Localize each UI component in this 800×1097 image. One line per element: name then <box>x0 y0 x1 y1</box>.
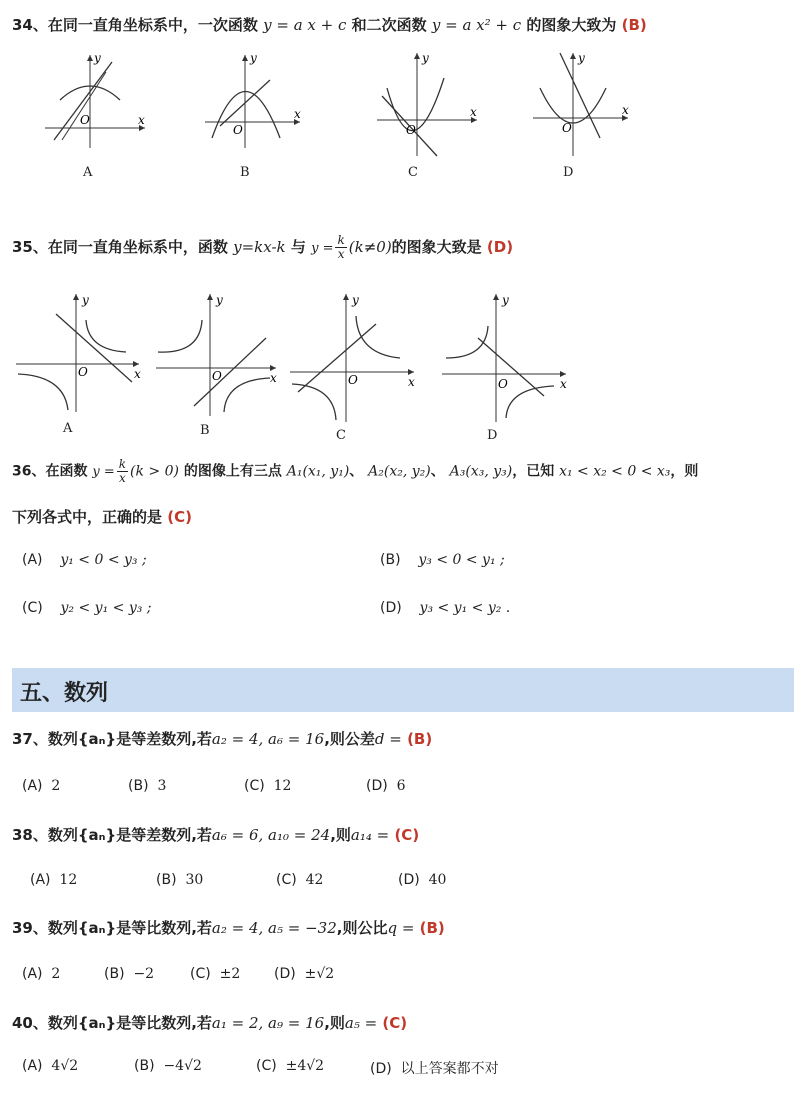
q36-text-d: ，则 <box>670 463 699 480</box>
q39-option-a <box>22 966 60 982</box>
q39-answer: (B) <box>419 919 445 937</box>
q38-stem <box>12 824 419 845</box>
q36-text-a: 在函数 <box>45 463 88 480</box>
q36-sep-1: 、 <box>349 463 364 480</box>
option-label: (C) <box>244 778 265 794</box>
line <box>194 338 266 406</box>
option-value: 42 <box>305 872 324 888</box>
option-label: (A) <box>22 966 43 982</box>
q34-label-c: C <box>408 165 418 180</box>
q38-option-a <box>30 872 77 888</box>
q35-graph-b <box>154 292 279 417</box>
option-value: 2 <box>51 778 61 794</box>
option-label: (A) <box>30 872 51 888</box>
option-value: ±4√2 <box>285 1058 325 1074</box>
q40-text: 数列{aₙ}是等比数列,若 <box>47 1014 212 1032</box>
x-label: x <box>470 105 477 119</box>
q36-cond: (k > 0) <box>130 463 179 480</box>
option-label: (B) <box>134 1058 155 1074</box>
q36-point-1: A₁(x₁, y₁) <box>286 463 350 480</box>
option-value: 以上答案都不对 <box>400 1061 499 1077</box>
option-label: (B) <box>380 552 401 568</box>
option-value: −4√2 <box>163 1058 202 1074</box>
q34-text-c: 的图象大致为 <box>526 16 617 34</box>
q36-text-b: 的图像上有三点 <box>183 463 282 480</box>
q36-sep-2: 、 <box>430 463 445 480</box>
q35-text-a: 在同一直角坐标系中，函数 <box>47 238 228 256</box>
option-value: 6 <box>396 778 406 794</box>
q37-tail: d = <box>374 730 402 748</box>
q36-option-d <box>380 600 510 616</box>
y-label: y <box>502 293 509 307</box>
origin-label: O <box>233 123 243 137</box>
q40-option-b <box>134 1058 202 1074</box>
section-banner <box>12 668 794 712</box>
option-value: y₃ < 0 < y₁ ; <box>418 552 505 568</box>
origin-label: O <box>80 113 90 127</box>
x-label: x <box>134 367 141 381</box>
q36-number: 36、 <box>12 463 46 480</box>
q34-stem <box>12 14 647 35</box>
option-label: (C) <box>256 1058 277 1074</box>
q37-option-b <box>128 778 166 794</box>
q36-text-c: ，已知 <box>512 463 555 480</box>
x-label: x <box>294 107 301 121</box>
q37-cond: a₂ = 4, a₆ = 16 <box>211 730 325 748</box>
option-label: (D) <box>398 872 420 888</box>
origin-label: O <box>498 377 508 391</box>
q38-answer: (C) <box>394 826 420 844</box>
q37-option-d <box>366 778 406 794</box>
q40-answer: (C) <box>382 1014 408 1032</box>
q35-graph-c <box>288 292 418 424</box>
q35-text-b: 与 <box>290 238 306 256</box>
q35-number: 35、 <box>12 238 48 256</box>
q34-graph-b <box>200 50 310 150</box>
q34-graph-c <box>372 48 492 158</box>
option-label: (D) <box>370 1061 392 1077</box>
q37-number: 37、 <box>12 730 48 748</box>
q36-answer: (C) <box>167 508 192 526</box>
q40-option-a <box>22 1058 78 1074</box>
q35-answer: (D) <box>486 238 514 256</box>
option-label: (D) <box>274 966 296 982</box>
y-label: y <box>250 51 257 65</box>
q36-option-b <box>380 552 505 568</box>
q36-option-a <box>22 552 147 568</box>
q37-text: 数列{aₙ}是等差数列,若 <box>47 730 212 748</box>
q38-text-b: ,则 <box>330 826 351 844</box>
q39-cond: a₂ = 4, a₅ = −32 <box>211 919 337 937</box>
q35-label-b: B <box>200 423 210 438</box>
q38-option-c <box>276 872 323 888</box>
x-label: x <box>560 377 567 391</box>
q36-option-c <box>22 600 152 616</box>
option-label: (B) <box>156 872 177 888</box>
q34-label-d: D <box>563 165 574 180</box>
option-label: (A) <box>22 1058 43 1074</box>
option-value: 12 <box>59 872 78 888</box>
x-label: x <box>270 371 277 385</box>
q34-text-b: 和二次函数 <box>351 16 427 34</box>
q35-formula1: y=kx-k <box>233 238 286 256</box>
q40-stem <box>12 1012 407 1033</box>
option-value: y₂ < y₁ < y₃ ; <box>60 600 152 616</box>
option-value: 2 <box>51 966 61 982</box>
q40-option-d <box>370 1058 499 1078</box>
q34-graph-a <box>40 50 150 150</box>
parabola <box>212 92 280 139</box>
y-label: y <box>578 51 585 65</box>
hyperbola-branch-2 <box>292 384 336 420</box>
q39-option-c <box>190 966 240 982</box>
q37-text-b: ,则公差 <box>324 730 375 748</box>
hyperbola-branch-1 <box>356 316 400 358</box>
hyperbola-branch-2 <box>506 386 554 418</box>
q39-option-d <box>274 966 334 982</box>
q35-frac-den: x <box>337 247 345 261</box>
q36-inequality: x₁ < x₂ < 0 < x₃ <box>559 463 671 480</box>
q35-graph-d <box>440 292 572 424</box>
q39-number: 39、 <box>12 919 48 937</box>
origin-label: O <box>562 121 572 135</box>
q39-tail: q = <box>387 919 415 937</box>
q36-stem-line2 <box>12 506 192 527</box>
q39-stem <box>12 917 445 938</box>
q38-cond: a₆ = 6, a₁₀ = 24 <box>211 826 331 844</box>
option-value: 12 <box>273 778 292 794</box>
q40-tail: a₅ = <box>344 1014 378 1032</box>
q37-option-a <box>22 778 60 794</box>
option-label: (A) <box>22 778 43 794</box>
line <box>56 314 132 382</box>
q36-stem-line1: 36、在函数 y = $\frac{k}{x}$ (k > 0) 的图像上有三点 A₁(x₁, y₁)、 A₂(x₂, y₂)、 A₃(x₃, y₃)，已知 x₁ < x₂ < 0 < x₃，则 <box>12 457 699 485</box>
q38-tail: a₁₄ = <box>350 826 390 844</box>
x-label: x <box>408 375 415 389</box>
q35-label-d: D <box>487 428 498 443</box>
option-label: (B) <box>104 966 125 982</box>
option-value: y₁ < 0 < y₃ ; <box>60 552 147 568</box>
hyperbola-branch-1 <box>86 320 126 352</box>
y-label: y <box>422 51 429 65</box>
option-label: (A) <box>22 552 43 568</box>
q35-frac-num: k <box>337 233 345 247</box>
q35-label-c: C <box>336 428 346 443</box>
q36-frac-num: k <box>118 457 127 471</box>
y-label: y <box>82 293 89 307</box>
q35-stem: 35、在同一直角坐标系中，函数 y=kx-k 与 y = $\frac{k}{x}$ (k≠0)的图象大致是 (D) <box>12 233 514 261</box>
y-label: y <box>94 51 101 65</box>
q34-graph-d <box>528 48 638 158</box>
q39-text: 数列{aₙ}是等比数列,若 <box>47 919 212 937</box>
x-label: x <box>138 113 145 127</box>
option-value: ±2 <box>219 966 241 982</box>
option-label: (C) <box>190 966 211 982</box>
x-label: x <box>622 103 629 117</box>
q35-fraction <box>335 234 346 261</box>
option-value: ±√2 <box>304 966 335 982</box>
origin-label: O <box>78 365 88 379</box>
q36-line2: 下列各式中，正确的是 <box>12 508 163 526</box>
hyperbola-branch-2 <box>224 378 270 412</box>
option-value: 3 <box>157 778 167 794</box>
q37-stem <box>12 728 432 749</box>
option-value: y₃ < y₁ < y₂ . <box>419 600 511 616</box>
option-label: (C) <box>22 600 43 616</box>
section-title: 五、数列 <box>20 680 109 706</box>
option-value: 4√2 <box>51 1058 79 1074</box>
option-value: −2 <box>133 966 155 982</box>
hyperbola-branch-1 <box>158 320 202 352</box>
line <box>478 338 544 396</box>
q40-text-b: ,则 <box>324 1014 345 1032</box>
q34-answer: (B) <box>621 16 647 34</box>
q38-number: 38、 <box>12 826 48 844</box>
option-value: 30 <box>185 872 204 888</box>
option-value: 40 <box>428 872 447 888</box>
q34-label-a: A <box>83 165 93 180</box>
hyperbola-branch-2 <box>18 374 68 410</box>
q34-label-b: B <box>240 165 250 180</box>
q36-point-2: A₂(x₂, y₂) <box>368 463 431 480</box>
q34-formula2: y = a x² + c <box>431 16 522 34</box>
q40-option-c <box>256 1058 324 1074</box>
q38-text: 数列{aₙ}是等差数列,若 <box>47 826 212 844</box>
q36-fraction <box>117 458 128 485</box>
y-label: y <box>352 293 359 307</box>
option-label: (D) <box>380 600 402 616</box>
q35-graph-a <box>14 292 146 414</box>
q35-text-c: 的图象大致是 <box>391 238 482 256</box>
q36-point-3: A₃(x₃, y₃) <box>449 463 513 480</box>
line <box>298 324 376 392</box>
option-label: (B) <box>128 778 149 794</box>
origin-label: O <box>212 369 222 383</box>
q38-option-d <box>398 872 446 888</box>
q35-cond: (k≠0) <box>348 238 392 256</box>
q36-frac-den: x <box>118 471 126 485</box>
q37-option-c <box>244 778 291 794</box>
q34-number: 34、 <box>12 16 48 34</box>
q39-text-b: ,则公比 <box>336 919 388 937</box>
q37-answer: (B) <box>407 730 433 748</box>
origin-label: O <box>406 123 416 137</box>
option-label: (D) <box>366 778 388 794</box>
q35-label-a: A <box>63 421 73 436</box>
origin-label: O <box>348 373 358 387</box>
q38-option-b <box>156 872 203 888</box>
q40-number: 40、 <box>12 1014 48 1032</box>
option-label: (C) <box>276 872 297 888</box>
q40-cond: a₁ = 2, a₉ = 16 <box>211 1014 325 1032</box>
y-label: y <box>216 293 223 307</box>
q34-formula1: y = a x + c <box>263 16 347 34</box>
q39-option-b <box>104 966 154 982</box>
q34-text-a: 在同一直角坐标系中，一次函数 <box>47 16 258 34</box>
